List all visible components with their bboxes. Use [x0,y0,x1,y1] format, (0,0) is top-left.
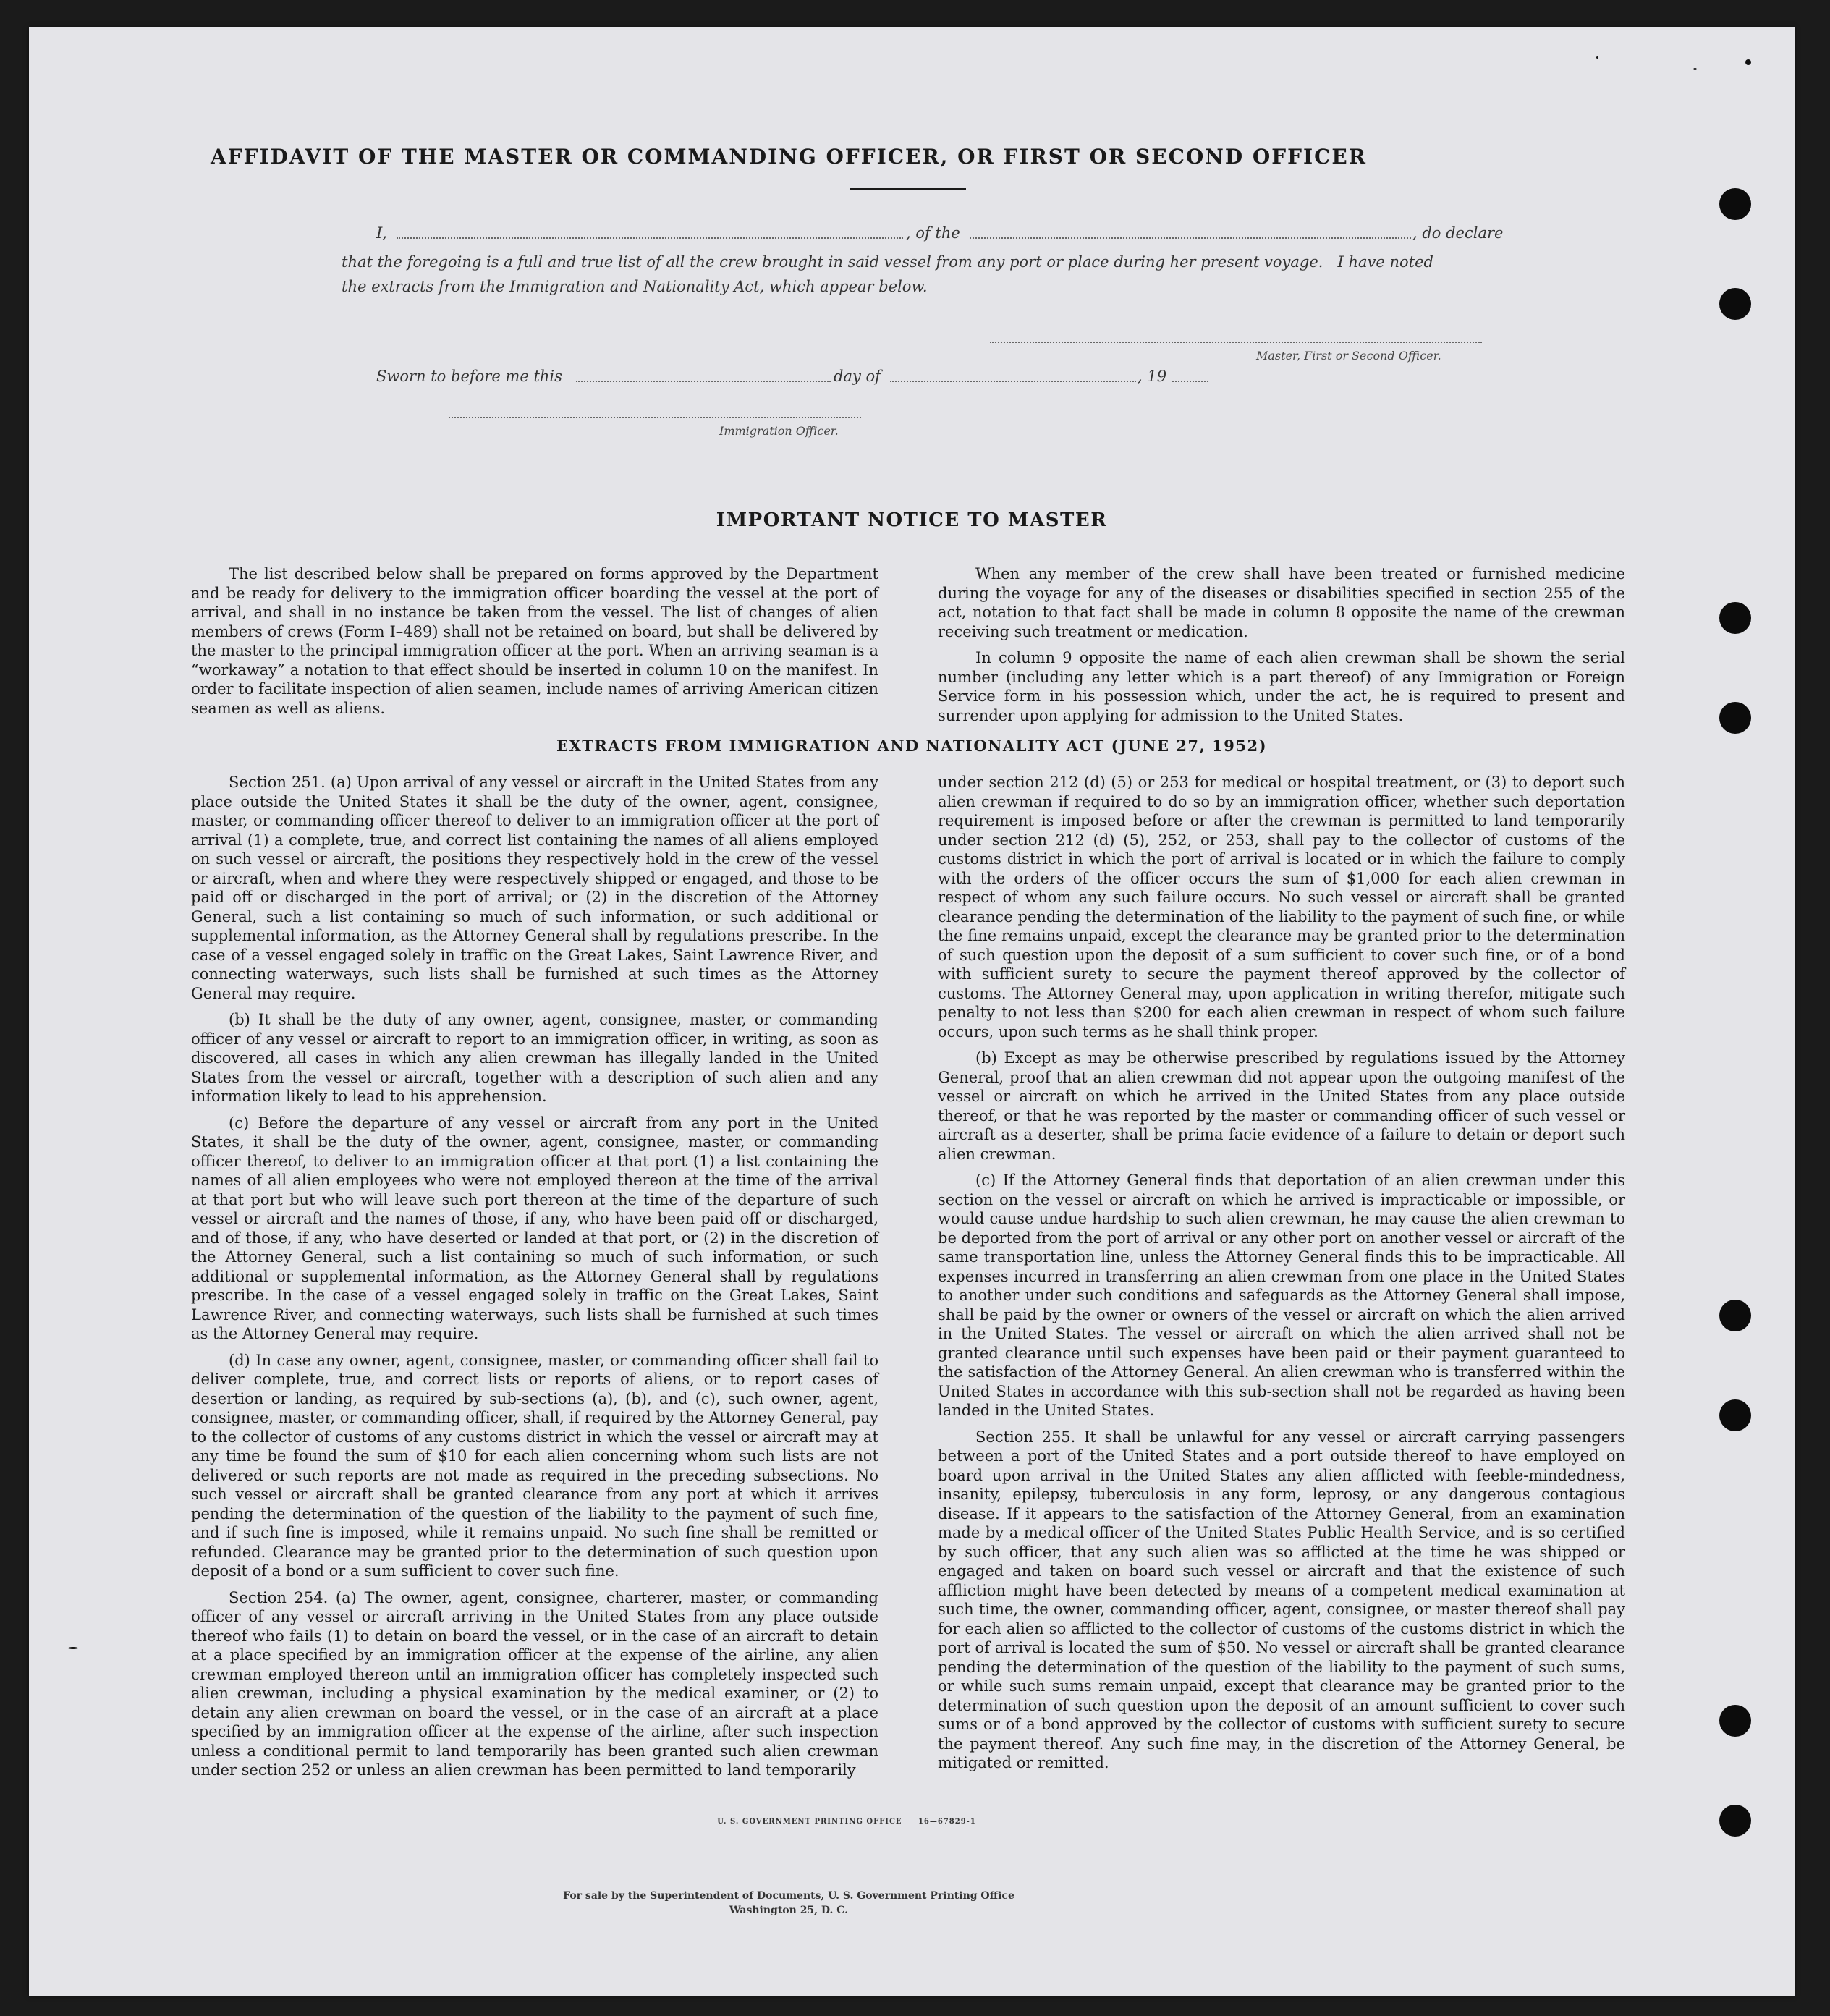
notice-title: IMPORTANT NOTICE TO MASTER [716,509,1108,531]
immigration-officer-signature-field[interactable] [449,417,861,418]
sworn-day-field[interactable] [576,381,831,382]
extracts-title: EXTRACTS FROM IMMIGRATION AND NATIONALITY ACT (JUNE 27, 1952) [556,737,1268,755]
sworn-label: Sworn to before me this [376,368,562,385]
year-label: , 19 [1138,368,1167,385]
immigration-officer-caption: Immigration Officer. [719,424,839,438]
extract-paragraph: (c) Before the departure of any vessel or aircraft from any port in the United States, it shall be the duty of the owner, agent, consignee, master, or commanding officer thereof, to deliver to an immigration officer at that port (1) a list containing the names of all alien employees who were not employed thereon at the time of the arrival at that port but who will leave such port thereon at the time of the departure of such vessel or aircraft and the names of those, if any, who have been paid off or discharged, and of those, if any, who have deserted or landed at that port, or (2) in the discretion of the Attorney General, such a list containing so much of such information, or such additional or supplemental information, as the Attorney General shall by regulations prescribe. In the case of a vessel engaged solely in traffic on the Great Lakes, Saint Lawrence River, and connecting waterways, such lists shall be furnished at such times as the Attorney General may require. [191,1114,878,1342]
printer-imprint: U. S. GOVERNMENT PRINTING OFFICE 16—67829-1 [717,1818,976,1826]
extract-paragraph: (b) Except as may be otherwise prescribed by regulations issued by the Attorney General, proof that an alien crewman did not appear upon the outgoing manifest of the vessel or aircraft on which he arrived in the United States from any place outside thereof, or that he was reported by the master or commanding officer of such vessel or aircraft as a deserter, shall be prima facie evidence of a failure to detain or deport such alien crewman. [938,1049,1625,1163]
punch-hole [1719,188,1751,220]
punch-hole [1719,702,1751,734]
extract-paragraph: (b) It shall be the duty of any owner, agent, consignee, master, or commanding officer of any vessel or aircraft to report to an immigration officer, in writing, as soon as discovered, all cases in which any alien crewman has illegally landed in the United States from the vessel or aircraft, together with a description of such alien and any information likely to lead to his apprehension. [191,1011,878,1105]
sworn-year-field[interactable] [1172,381,1208,382]
extract-paragraph: under section 212 (d) (5) or 253 for medical or hospital treatment, or (3) to deport such alien crewman if required to do so by an immigration officer, whether such deportation requirement is imposed before or after the crewman is permitted to land temporarily under section 212 (d) (5), 252, or 253, shall pay to the collector of customs of the customs district in which the port of arrival is located or in which the failure to comply with the orders of the officer occurs the sum of $1,000 for each alien crewman in respect of whom any such failure occurs. No such vessel or aircraft shall be granted clearance pending the determination of the liability to the payment of such fine, or while the fine remains unpaid, except the clearance may be granted prior to the determination of such question upon the deposit of a sum sufficient to cover such fine, or of a bond with sufficient surety to secure the payment thereof approved by the collector of customs. The Attorney General may, upon application in writing therefor, mitigate such penalty to not less than $200 for each alien crewman in respect of whom such failure occurs, upon such terms as he shall think proper. [938,774,1625,1041]
punch-hole [1719,602,1751,634]
extract-paragraph: Section 251. (a) Upon arrival of any vessel or aircraft in the United States from any place outside the United States it shall be the duty of the owner, agent, consignee, master, or commanding officer thereof to deliver to an immigration officer at the port of arrival (1) a complete, true, and correct list containing the names of all aliens employed on such vessel or aircraft, the positions they respectively hold in the crew of the vessel or aircraft, when and where they were respectively shipped or engaged, and those to be paid off or discharged in the port of arrival; or (2) in the discretion of the Attorney General, such a list containing so much of such information, or such additional or supplemental information, as the Attorney General shall by regulations prescribe. In the case of a vessel engaged solely in traffic on the Great Lakes, Saint Lawrence River, and connecting waterways, such lists shall be furnished at such times as the Attorney General may require. [191,774,878,1002]
declaration-line-2: the extracts from the Immigration and Nationality Act, which appear below. [342,278,928,295]
punch-hole [1719,1300,1751,1331]
declare-label: , do declare [1412,224,1504,242]
notice-right-column [938,564,1625,732]
affiant-label: I, [376,224,387,242]
document-page [29,27,1795,1996]
notice-left-column [191,564,878,725]
punch-hole [1719,1705,1751,1737]
affiant-name-field[interactable] [397,237,903,239]
declaration-line-1: that the foregoing is a full and true list of all the crew brought in said vessel from any port or place during her present voyage. I have noted [342,253,1433,271]
title-underline [850,188,966,190]
punch-hole [1719,288,1751,320]
notice-paragraph: When any member of the crew shall have been treated or furnished medicine during the voyage for any of the diseases or disabilities specified in section 255 of the act, notation to that fact shall be made in column 8 opposite the name of the crewman receiving such treatment or medication. [938,565,1625,640]
vessel-name-field[interactable] [970,237,1411,239]
extract-paragraph: (d) In case any owner, agent, consignee, master, or commanding officer shall fail to deliver complete, true, and correct lists or reports of aliens, or to report cases of desertion or landing, as required by sub-sections (a), (b), and (c), such owner, agent, consignee, master, or commanding officer, shall, if required by the Attorney General, pay to the collector of customs of any customs district in which the vessel or aircraft may at any time be found the sum of $10 for each alien concerning whom such lists are not delivered or such reports are not made as required in the preceding subsections. No such vessel or aircraft shall be granted clearance from any port at which it arrives pending the determination of the question of the liability to the payment of such fine, and if such fine is imposed, while it remains unpaid. No such fine shall be remitted or refunded. Clearance may be granted prior to the determination of such question upon deposit of a bond or a sum sufficient to cover such fine. [191,1351,878,1580]
sale-notice-line-2: Washington 25, D. C. [729,1905,849,1916]
extracts-left-column [191,773,878,1787]
vessel-label: , of the [906,224,960,242]
extract-paragraph: Section 255. It shall be unlawful for any vessel or aircraft carrying passengers between a port of the United States and a port outside thereof to have employed on board upon arrival in the United States any alien afflicted with feeble-mindedness, insanity, epilepsy, tuberculosis in any form, leprosy, or any dangerous contagious disease. If it appears to the satisfaction of the Attorney General, from an examination made by a medical officer of the United States Public Health Service, and is so certified by such officer, that any such alien was so afflicted at the time he was shipped or engaged and taken on board such vessel or aircraft and that the existence of such affliction might have been detected by means of a competent medical examination at such time, the owner, commanding officer, agent, consignee, or master thereof shall pay for each alien so afflicted to the collector of customs of the customs district in which the port of arrival is located the sum of $50. No vessel or aircraft shall be granted clearance pending the determination of the question of the liability to the payment of such sums, or while such sums remain unpaid, except that clearance may be granted prior to the determination of such question upon the deposit of an amount sufficient to cover such sums or of a bond approved by the collector of customs with sufficient surety to secure the payment thereof. Any such fine may, in the discretion of the Attorney General, be mitigated or remitted. [938,1428,1625,1771]
signature-field[interactable] [990,342,1482,343]
notice-paragraph: The list described below shall be prepared on forms approved by the Department and be ready for delivery to the immigration officer boarding the vessel at the port of arrival, and shall in no instance be taken from the vessel. The list of changes of alien members of crews (Form I–489) shall not be retained on board, but shall be delivered by the master to the principal immigration officer at the port. When an arriving seaman is a “workaway” a notation to that effect should be inserted in column 10 on the manifest. In order to facilitate inspection of alien seamen, include names of arriving American citizen seamen as well as aliens. [191,565,878,717]
punch-hole [1719,1399,1751,1431]
affidavit-title: AFFIDAVIT OF THE MASTER OR COMMANDING OFFICER, OR FIRST OR SECOND OFFICER [210,145,1368,169]
sworn-month-field[interactable] [890,381,1136,382]
notice-paragraph: In column 9 opposite the name of each alien crewman shall be shown the serial number (including any letter which is a part thereof) of any Immigration or Foreign Service form in his possession which, under the act, he is required to present and surrender upon applying for admission to the United States. [938,649,1625,724]
sale-notice-line-1: For sale by the Superintendent of Documents, U. S. Government Printing Office [563,1890,1014,1902]
day-of-label: day of [834,368,881,385]
signature-caption: Master, First or Second Officer. [1256,349,1441,363]
extract-paragraph: Section 254. (a) The owner, agent, consignee, charterer, master, or commanding officer of any vessel or aircraft arriving in the United States from any place outside thereof who fails (1) to detain on board the vessel, or in the case of an aircraft to detain at a place specified by an immigration officer at the expense of the airline, any alien crewman employed thereon until an immigration officer has completely inspected such alien crewman, including a physical examination by the medical examiner, or (2) to detain any alien crewman on board the vessel, or in the case of an aircraft at a place specified by an immigration officer at the expense of the airline, after such inspection unless a conditional permit to land temporarily has been granted such alien crewman under section 252 or unless an alien crewman has been permitted to land temporarily [191,1588,878,1779]
extract-paragraph: (c) If the Attorney General finds that deportation of an alien crewman under this section on the vessel or aircraft on which he arrived is impracticable or impossible, or would cause undue hardship to such alien crewman, he may cause the alien crewman to be deported from the port of arrival or any other port on another vessel or aircraft of the same transportation line, unless the Attorney General finds this to be impracticable. All expenses incurred in transferring an alien crewman from one place in the United States to another under such conditions and safeguards as the Attorney General shall impose, shall be paid by the owner or owners of the vessel or aircraft on which the alien arrived in the United States. The vessel or aircraft on which the alien arrived shall not be granted clearance until such expenses have been paid or their payment guaranteed to the satisfaction of the Attorney General. An alien crewman who is transferred within the United States in accordance with this sub-section shall not be regarded as having been landed in the United States. [938,1172,1625,1419]
extracts-right-column [938,773,1625,1780]
